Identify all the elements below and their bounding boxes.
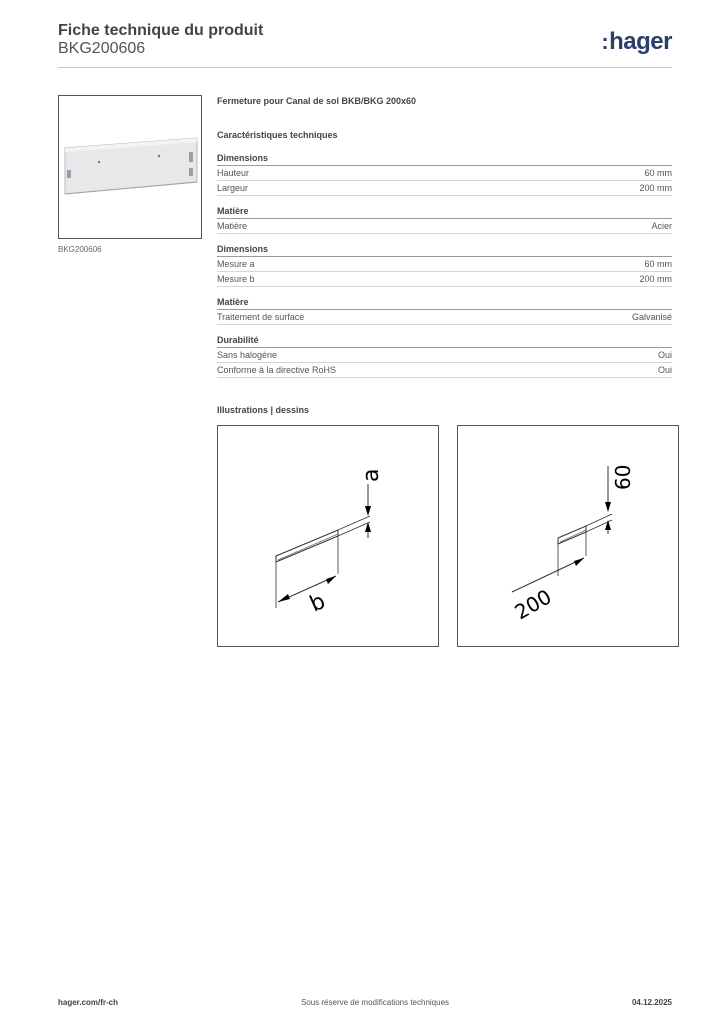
dimension-b-label: b: [306, 588, 330, 618]
footer-website: hager.com/fr-ch: [58, 998, 119, 1007]
spec-label: Matière: [217, 221, 248, 231]
footer-date: 04.12.2025: [631, 998, 672, 1007]
illustrations-heading: Illustrations | dessins: [217, 405, 310, 415]
spec-heading: Caractéristiques techniques: [217, 130, 338, 140]
footer: [58, 998, 672, 1007]
spec-value: 200 mm: [639, 183, 672, 193]
spec-row: [217, 272, 672, 287]
spec-value: 60 mm: [644, 259, 672, 269]
spec-label: Mesure a: [217, 259, 255, 269]
spec-label: Mesure b: [217, 274, 255, 284]
spec-label: Hauteur: [217, 168, 250, 178]
spec-group-dimensions-2: [217, 244, 672, 287]
dimension-drawing-60-200: [457, 425, 679, 647]
spec-label: Traitement de surface: [217, 312, 305, 322]
dimension-drawing-a-b: [217, 425, 439, 647]
spec-group-material: [217, 206, 672, 234]
product-image-caption: BKG200606: [58, 245, 102, 254]
logo-colon-icon: :: [601, 29, 609, 54]
spec-value: 60 mm: [644, 168, 672, 178]
dimension-height-label: 60: [611, 464, 635, 490]
dimension-a-label: a: [359, 468, 384, 482]
group-title: Dimensions: [217, 244, 672, 257]
group-title: Dimensions: [217, 153, 672, 166]
dimension-drawing-svg: [218, 426, 438, 646]
spec-row: [217, 310, 672, 325]
spec-value: Oui: [657, 350, 672, 360]
spec-section: [217, 96, 672, 388]
spec-row: [217, 181, 672, 196]
spec-group-surface: [217, 297, 672, 325]
product-code: BKG200606: [58, 40, 146, 57]
footer-notice: Sous réserve de modifications techniques: [300, 998, 450, 1007]
spec-label: Sans halogène: [217, 350, 278, 360]
page-title: Fiche technique du produit: [58, 22, 264, 39]
dimension-drawing-svg: [458, 426, 678, 646]
spec-row: [217, 257, 672, 272]
spec-row: [217, 219, 672, 234]
spec-value: Acier: [651, 221, 672, 231]
header-divider: [58, 67, 672, 68]
spec-label: Largeur: [217, 183, 249, 193]
spec-value: Galvanisé: [631, 312, 672, 322]
spec-group-durability: [217, 335, 672, 378]
group-title: Matière: [217, 206, 672, 219]
spec-group-dimensions: [217, 153, 672, 196]
group-title: Durabilité: [217, 335, 672, 348]
spec-row: [217, 348, 672, 363]
spec-label: Conforme à la directive RoHS: [217, 365, 337, 375]
spec-row: [217, 166, 672, 181]
dimension-width-label: 200: [510, 584, 556, 625]
closure-plate-icon: [59, 96, 201, 238]
spec-value: Oui: [657, 365, 672, 375]
product-image: [58, 95, 202, 239]
spec-row: [217, 363, 672, 378]
spec-value: 200 mm: [639, 274, 672, 284]
group-title: Matière: [217, 297, 672, 310]
hager-logo: :hager: [601, 28, 672, 55]
product-description: Fermeture pour Canal de sol BKB/BKG 200x60: [217, 96, 417, 106]
